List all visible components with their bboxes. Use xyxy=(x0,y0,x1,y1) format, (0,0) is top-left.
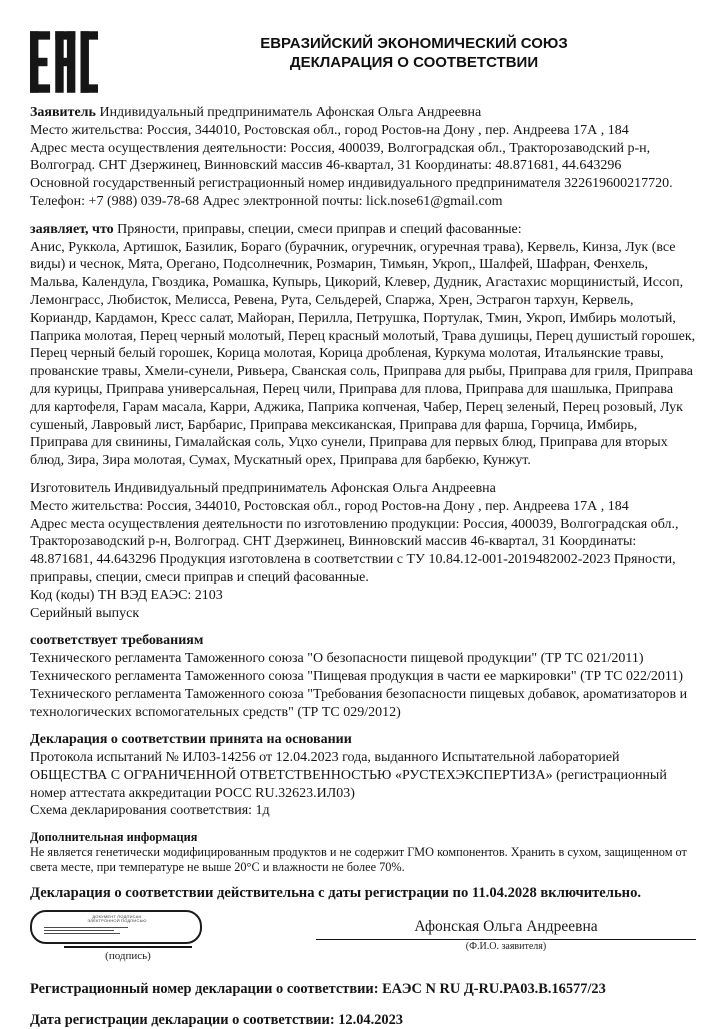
compliance-section xyxy=(30,632,696,721)
applicant-activity-address: Адрес места осуществления деятельности: Россия, 400039, Волгоградская обл., Тракторозаводский р-н, Волгоград. СНТ Дзержинец, Винновский массив 46-квартал, 31 Координаты: 48.871681, 44.643296 xyxy=(30,140,651,174)
eac-logo xyxy=(30,30,98,94)
manufacturer-activity-address: Адрес места осуществления деятельности по изготовлению продукции: Россия, 400039, Волгоградская обл., Тракторозаводский р-н, Волгоград. СНТ Дзержинец, Винновский массив 46-квартал, 31 Координаты: 48.871681, 44.643296 Продукция изготовлена в соответствии с ТУ 10.84.12-001-2019482002-2023 Пряности, приправы, специи, смеси приправ и специй фасованные. xyxy=(30,516,679,585)
product-intro: Пряности, приправы, специи, смеси приправ и специй фасованные: xyxy=(117,221,522,237)
additional-info-text: Не является генетически модифицированным продуктов и не содержит ГМО компонентов. Хранить в сухом, защищенном от света месте, при температуре не выше 20°С и влажности не более 70%. xyxy=(30,845,687,874)
manufacturer-residence: Место жительства: Россия, 344010, Ростовская обл., город Ростов-на Дону , пер. Андреева 17А , 184 xyxy=(30,498,629,514)
stamp-text-line: ДОКУМЕНТ ПОДПИСАН xyxy=(92,913,142,919)
signature-right-column xyxy=(316,910,696,962)
compliance-item: Технического регламента Таможенного союза "Пищевая продукция в части ее маркировки" (ТР ТС 022/2011) xyxy=(30,668,684,684)
compliance-item: Технического регламента Таможенного союза "О безопасности пищевой продукции" (ТР ТС 021/2011) xyxy=(30,651,644,667)
declares-section xyxy=(30,221,696,470)
applicant-full-name: Афонская Ольга Андреевна xyxy=(414,917,598,935)
serial-release-line: Серийный выпуск xyxy=(30,605,140,621)
applicant-line xyxy=(30,104,696,122)
name-caption: (Ф.И.О. заявителя) xyxy=(465,940,547,952)
name-line xyxy=(316,939,696,940)
applicant-section xyxy=(30,104,696,211)
validity-line: Декларация о соответствии действительна с даты регистрации по 11.04.2028 включительно. xyxy=(30,884,642,901)
declares-intro-line xyxy=(30,221,696,239)
basis-section xyxy=(30,731,696,820)
document-titles xyxy=(98,22,696,72)
scheme-line: Схема декларирования соответствия: 1д xyxy=(30,803,270,819)
applicant-ogrnip: Основной государственный регистрационный номер индивидуального предпринимателя 322619600217720. xyxy=(30,176,673,192)
union-title: ЕВРАЗИЙСКИЙ ЭКОНОМИЧЕСКИЙ СОЮЗ xyxy=(260,35,568,52)
product-list: Анис, Руккола, Артишок, Базилик, Бораго (бурачник, огуречник, огуречная трава), Кервель, Кинза, Лук (все виды) и чеснок, Мята, Орегано, Подсолнечник, Розмарин, Тимьян, Укроп,, Шалфей, Шафран, Фенхель, Мальва, Календула, Гвоздика, Ромашка, Купырь, Цикорий, Клевер, Дудник, Агастахис морщинистый, Иссоп, Лемонграсс, Любисток, Мелисса, Ревена, Рута, Сельдерей, Спаржа, Хрен, Эстрагон тархун, Кервель, Кориандр, Кардамон, Кресс салат, Майоран, Перилла, Петрушка, Портулак, Тмин, Укроп, Имбирь молотый, Паприка молотая, Перец черный молотый, Перец красный молотый, Трава душицы, Перец душистый горошек, Перец черный белый горошек, Корица молотая, Корица дробленая, Куркума молотая, Итальянские травы, прованские травы, Хмели-сунели, Ривьера, Сванская соль, Приправа для рыбы, Приправа для гриля, Приправа для курицы, Приправа универсальная, Перец чили, Приправа для плова, Приправа для шашлыка, Приправа для картофеля, Гарам масала, Карри, Аджика, Паприка копченая, Чабер, Перец зеленый, Перец розовый, Лук сушеный, Лавровый лист, Барбарис, Приправа мексиканская, Приправа для фарша, Горчица, Имбирь, Приправа для свинины, Гималайская соль, Уцхо сунели, Приправа для первых блюд, Приправа для вторых блюд, Зира, Зира молотая, Сумах, Мускатный орех, Приправа для барбекю, Кунжут. xyxy=(30,239,696,469)
additional-info-section xyxy=(30,830,696,874)
document-title: ДЕКЛАРАЦИЯ О СООТВЕТСТВИИ xyxy=(289,54,539,71)
basis-heading: Декларация о соответствии принята на основании xyxy=(30,732,352,748)
digital-signature-stamp xyxy=(30,910,202,944)
manufacturer-section xyxy=(30,480,696,622)
applicant-residence: Место жительства: Россия, 344010, Ростовская обл., город Ростов-на Дону , пер. Андреева 17А , 184 xyxy=(30,122,629,138)
compliance-item: Технического регламента Таможенного союза "Требования безопасности пищевых добавок, ароматизаторов и технологических вспомогательных средств" (ТР ТС 029/2012) xyxy=(30,686,688,720)
applicant-label: Заявитель xyxy=(30,105,96,120)
registration-footer xyxy=(30,980,696,1029)
declares-label: заявляет, что xyxy=(30,221,114,237)
additional-info-heading: Дополнительная информация xyxy=(30,830,198,845)
applicant-contacts: Телефон: +7 (988) 039-78-68 Адрес электронной почты: lick.nose61@gmail.com xyxy=(30,193,503,209)
signature-line xyxy=(64,946,192,948)
signature-caption: (подпись) xyxy=(105,949,151,962)
signature-left-column xyxy=(30,910,280,962)
tnved-code-line: Код (коды) ТН ВЭД ЕАЭС: 2103 xyxy=(30,587,223,603)
stamp-microtext xyxy=(44,927,190,935)
basis-text: Протокола испытаний № ИЛ03-14256 от 12.04.2023 года, выданного Испытательной лабораторией ОБЩЕСТВА С ОГРАНИЧЕННОЙ ОТВЕТСТВЕННОСТЬЮ «РУСТЕХЭКСПЕРТИЗА» (регистрационный номер аттестата аккредитации РОСС RU.32623.ИЛ03) xyxy=(30,750,667,801)
signature-block xyxy=(30,910,696,962)
registration-date-line: Дата регистрации декларации о соответствии: 12.04.2023 xyxy=(30,1011,403,1028)
registration-number-line: Регистрационный номер декларации о соответствии: ЕАЭС N RU Д-RU.РА03.В.16577/23 xyxy=(30,980,606,997)
stamp-text-line: ЭЛЕКТРОННОЙ ПОДПИСЬЮ xyxy=(87,918,147,924)
manufacturer-name-line: Изготовитель Индивидуальный предприниматель Афонская Ольга Андреевна xyxy=(30,480,496,496)
applicant-name: Индивидуальный предприниматель Афонская Ольга Андреевна xyxy=(99,105,482,120)
compliance-heading: соответствует требованиям xyxy=(30,633,204,649)
document-header xyxy=(30,22,696,94)
